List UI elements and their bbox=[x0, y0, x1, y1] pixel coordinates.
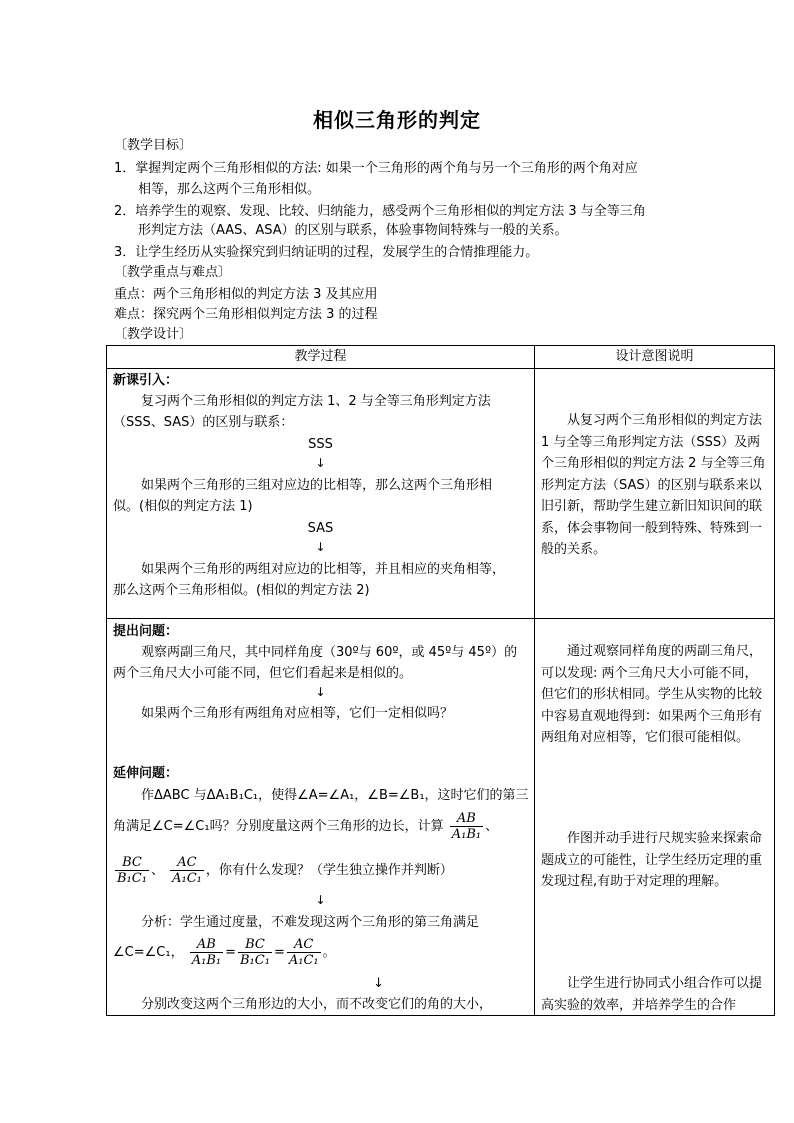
intro-heading: 新课引入： bbox=[113, 373, 179, 388]
objective-2: 2．培养学生的观察、发现、比较、归纳能力，感受两个三角形相似的判定方法 3 与全等三角 bbox=[114, 204, 646, 219]
down-arrow-icon: ↓ bbox=[315, 456, 326, 470]
col-header-intent: 设计意图说明 bbox=[535, 346, 775, 369]
intro-line: 那么这两个三角形相似。(相似的判定方法 2) bbox=[113, 583, 370, 598]
question-heading: 提出问题： bbox=[113, 624, 179, 639]
method-line: 分别改变这两个三角形边的大小，而不改变它们的角的大小， bbox=[141, 997, 493, 1012]
question-line: 如果两个三角形有两组角对应相等，它们一定相似吗？ bbox=[141, 706, 454, 721]
sas-label: SAS bbox=[307, 521, 334, 536]
objective-2-cont: 形判定方法（AAS、ASA）的区别与联系，体验事物间特殊与一般的关系。 bbox=[138, 223, 568, 238]
extension-line: $\frac{BC}{\text{B₁C₁}}$ 、 $\frac{AC}{\text{A₁C₁}}$ ，你有什么发现？（学生独立操作并判断） bbox=[117, 855, 453, 886]
intro-line: 如果两个三角形的三组对应边的比相等，那么这两个三角形相 bbox=[141, 478, 493, 493]
extension-line: 作ΔABC 与ΔA₁B₁C₁，使得∠A=∠A₁，∠B=∠B₁，这时它们的第三 bbox=[141, 788, 529, 803]
row-intro-intent bbox=[535, 369, 775, 619]
extension-text: ，你有什么发现？（学生独立操作并判断） bbox=[205, 863, 453, 878]
objective-1: 1．掌握判定两个三角形相似的方法: 如果一个三角形的两个角与另一个三角形的两个角对应 bbox=[114, 161, 638, 176]
objective-1-cont: 相等，那么这两个三角形相似。 bbox=[138, 182, 321, 197]
col-header-process: 教学过程 bbox=[107, 346, 535, 369]
fraction-ab: $\frac{AB}{\text{A₁B₁}}$ bbox=[451, 811, 482, 842]
intro-line: 复习两个三角形相似的判定方法 1、2 与全等三角形判定方法 bbox=[141, 394, 491, 409]
down-arrow-icon: ↓ bbox=[315, 685, 326, 699]
fraction-ac: $\frac{AC}{\text{A₁C₁}}$ bbox=[288, 937, 319, 968]
objective-3: 3．让学生经历从实验探究到归纳证明的过程，发展学生的合情推理能力。 bbox=[114, 245, 539, 260]
cooperation-intent-text: 让学生进行协同式小组合作可以提高实验的效率，并培养学生的合作 bbox=[541, 976, 763, 1013]
row-question-process bbox=[107, 619, 535, 1016]
down-arrow-icon: ↓ bbox=[315, 540, 326, 554]
key-point: 重点：两个三角形相似的判定方法 3 及其应用 bbox=[114, 287, 378, 302]
sss-label: SSS bbox=[308, 437, 333, 452]
row-question-intent bbox=[535, 619, 775, 1016]
fraction-bc: $\frac{BC}{\text{B₁C₁}}$ bbox=[240, 937, 270, 968]
fraction-bc: $\frac{BC}{\text{B₁C₁}}$ bbox=[117, 855, 147, 886]
intro-line: 如果两个三角形的两组对应边的比相等，并且相应的夹角相等， bbox=[141, 562, 506, 577]
intro-intent-text: 从复习两个三角形相似的判定方法 1 与全等三角形判定方法（SSS）及两个三角形相似的判定方法 2 与全等三角形判定方法（SAS）的区别与联系来以旧引新，帮助学生建立新旧知识间的联系，体会事物间一般到特殊、特殊到一般的关系。 bbox=[541, 413, 766, 557]
teaching-design-table bbox=[106, 345, 775, 1016]
question-line: 观察两副三角尺，其中同样角度（30º与 60º，或 45º与 45º）的 bbox=[141, 645, 518, 660]
question-intent-text: 通过观察同样角度的两副三角尺，可以发现: 两个三角尺大小可能不同，但它们的形状相同。学生从实物的比较中容易直观地得到：如果两个三角形有两组角对应相等，它们很可能相似。 bbox=[541, 644, 763, 745]
extension-text: 角满足∠C=∠C₁吗？分别度量这两个三角形的边长，计算 bbox=[113, 819, 444, 834]
document-title: 相似三角形的判定 bbox=[313, 108, 481, 132]
extension-intent-text: 作图并动手进行尺规实验来探索命题成立的可能性，让学生经历定理的重发现过程,有助于对定理的理解。 bbox=[541, 831, 763, 889]
key-heading: 〔教学重点与难点〕 bbox=[114, 265, 232, 280]
fraction-ac: $\frac{AC}{\text{A₁C₁}}$ bbox=[172, 855, 202, 886]
down-arrow-icon: ↓ bbox=[315, 893, 326, 907]
intro-line: 似。(相似的判定方法 1) bbox=[113, 499, 253, 514]
design-heading: 〔教学设计〕 bbox=[114, 327, 193, 342]
difficulty: 难点：探究两个三角形相似判定方法 3 的过程 bbox=[114, 307, 378, 322]
extension-heading: 延伸问题： bbox=[113, 766, 179, 781]
fraction-ab: $\frac{AB}{\text{A₁B₁}}$ bbox=[191, 937, 222, 968]
row-intro-process bbox=[107, 369, 535, 619]
analysis-line: 分析：学生通过度量，不难发现这两个三角形的第三角满足 bbox=[141, 915, 480, 930]
question-line: 两个三角尺大小可能不同，但它们看起来是相似的。 bbox=[113, 666, 413, 681]
extension-line: 角满足∠C=∠C₁吗？分别度量这两个三角形的边长，计算 $\frac{AB}{\text{A₁B₁}}$ 、 bbox=[113, 811, 499, 842]
analysis-line: ∠C=∠C₁， $\frac{AB}{\text{A₁B₁}}$ = $\frac{BC}{\text{B₁C₁}}$ = $\frac{AC}{\text{A₁C₁}}$ 。 bbox=[113, 937, 336, 968]
intro-line: （SSS、SAS）的区别与联系： bbox=[113, 415, 294, 430]
objectives-heading: 〔教学目标〕 bbox=[114, 138, 193, 153]
down-arrow-icon: ↓ bbox=[373, 976, 384, 991]
